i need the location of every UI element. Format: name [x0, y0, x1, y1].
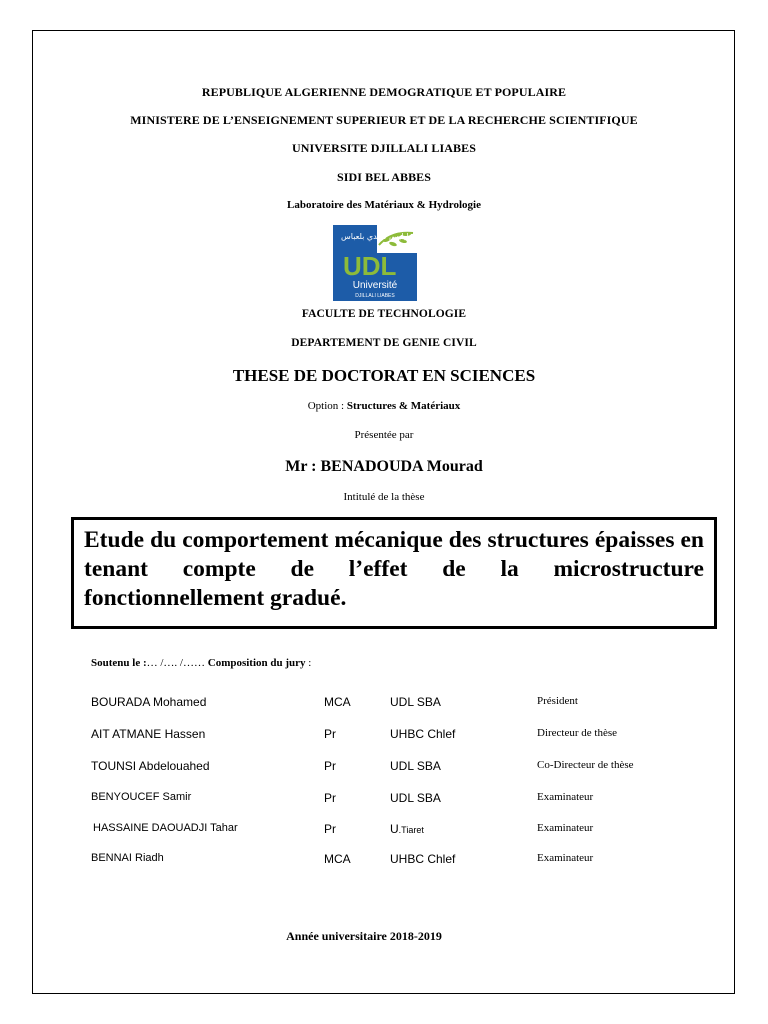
logo-sub: DJILLALI LIABES	[355, 293, 395, 299]
ministry-heading: MINISTERE DE L’ENSEIGNEMENT SUPERIEUR ET DE LA RECHERCHE SCIENTIFIQUE	[130, 113, 638, 127]
thesis-type-heading: THESE DE DOCTORAT EN SCIENCES	[232, 366, 536, 385]
jury-role: Co-Directeur de thèse	[537, 759, 634, 771]
jury-grade: Pr	[324, 727, 336, 741]
jury-university: UDL SBA	[390, 759, 441, 773]
thesis-title: Etude du comportement mécanique des structures épaisses en tenant compte de l’effet de la microstructure fonctionnellement gradué.	[84, 527, 704, 611]
jury-role: Examinateur	[537, 791, 594, 803]
jury-row	[0, 791, 768, 807]
logo-acronym: UDL	[343, 251, 397, 281]
jury-row	[0, 822, 768, 838]
jury-role: Examinateur	[537, 852, 594, 864]
jury-role: Directeur de thèse	[537, 727, 618, 739]
jury-name: BOURADA Mohamed	[91, 695, 207, 709]
jury-name: HASSAINE DAOUADJI Tahar	[93, 822, 238, 834]
jury-university-prefix: U	[390, 822, 399, 836]
jury-grade: Pr	[324, 791, 336, 805]
jury-grade: Pr	[324, 822, 336, 836]
thesis-title-label: Intitulé de la thèse	[343, 491, 425, 503]
jury-name: TOUNSI Abdelouahed	[91, 759, 210, 773]
jury-grade: Pr	[324, 759, 336, 773]
jury-university-suffix: .Tiaret	[398, 825, 424, 835]
jury-label: Composition du jury	[207, 657, 306, 669]
academic-year: Année universitaire 2018-2019	[286, 929, 442, 943]
jury-name: BENNAI Riadh	[91, 852, 164, 864]
logo-name: Université	[352, 280, 398, 291]
defense-date: … /…. /……	[146, 657, 205, 669]
defense-label: Soutenu le :	[91, 657, 147, 669]
thesis-title-box	[71, 517, 717, 629]
university-heading: UNIVERSITE DJILLALI LIABES	[292, 141, 476, 155]
university-logo-icon	[333, 225, 455, 301]
jury-university: UDL SBA	[390, 695, 441, 709]
jury-university: UHBC Chlef	[390, 727, 456, 741]
jury-row	[0, 852, 768, 868]
author-name: Mr : BENADOUDA Mourad	[285, 458, 483, 475]
jury-grade: MCA	[324, 695, 351, 709]
logo-arabic-text: جامعة جيلالي ليابس سيدي بلعباس	[341, 232, 455, 241]
defense-line	[91, 657, 311, 669]
jury-role: Examinateur	[537, 822, 594, 834]
presented-by-label: Présentée par	[354, 429, 414, 441]
jury-name: BENYOUCEF Samir	[91, 791, 192, 803]
jury-name: AIT ATMANE Hassen	[91, 727, 206, 741]
department-heading: DEPARTEMENT DE GENIE CIVIL	[291, 337, 477, 349]
city-heading: SIDI BEL ABBES	[336, 170, 432, 184]
jury-colon: :	[305, 657, 312, 669]
option-value: Structures & Matériaux	[346, 400, 461, 412]
option-line	[0, 400, 768, 412]
jury-university	[390, 822, 424, 836]
jury-role: Président	[537, 695, 578, 707]
faculty-heading: FACULTE DE TECHNOLOGIE	[301, 308, 467, 320]
jury-university: UHBC Chlef	[390, 852, 456, 866]
jury-row	[0, 759, 768, 775]
option-label: Option :	[307, 400, 345, 412]
jury-grade: MCA	[324, 852, 351, 866]
laboratory-heading: Laboratoire des Matériaux & Hydrologie	[287, 199, 481, 211]
jury-row	[0, 695, 768, 711]
republic-heading: REPUBLIQUE ALGERIENNE DEMOGRATIQUE ET POPULAIRE	[201, 85, 567, 99]
jury-university: UDL SBA	[390, 791, 441, 805]
jury-row	[0, 727, 768, 743]
